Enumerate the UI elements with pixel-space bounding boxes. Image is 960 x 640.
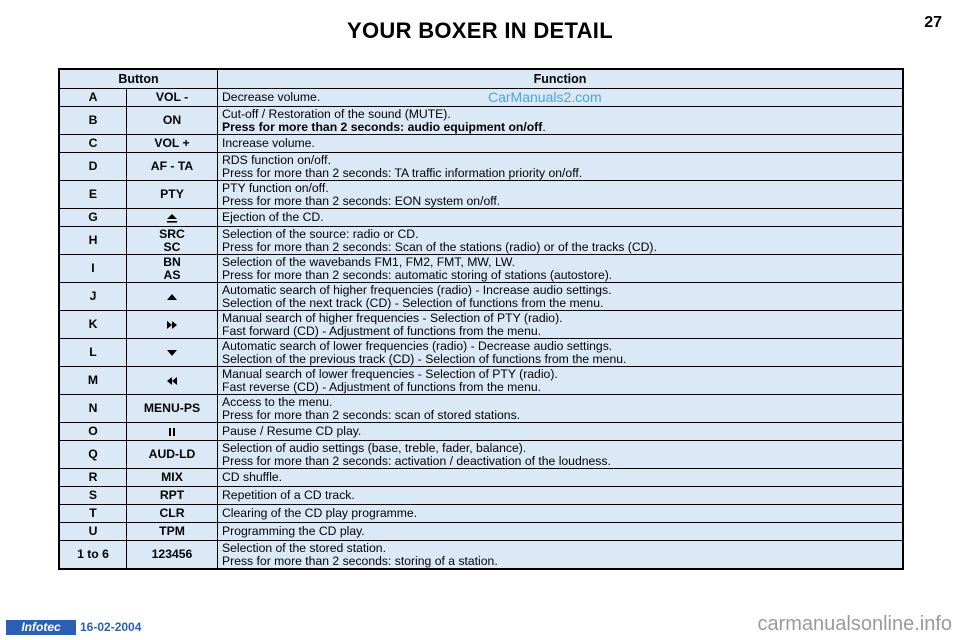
function-cell <box>218 505 904 523</box>
function-line: Fast reverse (CD) - Adjustment of functions from the menu. <box>222 379 542 394</box>
button-cell <box>127 283 218 311</box>
button-label: MIX <box>161 470 183 485</box>
table-row <box>59 311 903 339</box>
button-function-table <box>58 68 904 570</box>
function-line: Cut-off / Restoration of the sound (MUTE). <box>222 107 451 121</box>
function-line: Fast forward (CD) - Adjustment of functions from the menu. <box>222 323 542 338</box>
button-label: ON <box>162 113 182 128</box>
table-row <box>59 209 903 227</box>
table-row <box>59 487 903 505</box>
button-cell <box>127 227 218 255</box>
function-cell <box>218 283 904 311</box>
key-cell: E <box>59 181 127 209</box>
function-cell <box>218 227 904 255</box>
function-line: Automatic search of higher frequencies (radio) - Increase audio settings. <box>222 283 612 297</box>
button-label: CLR <box>159 506 185 521</box>
function-line: Press for more than 2 seconds: TA traffic information priority on/off. <box>222 165 583 180</box>
button-cell <box>127 135 218 153</box>
function-line: Manual search of higher frequencies - Selection of PTY (radio). <box>222 311 563 325</box>
function-cell <box>218 367 904 395</box>
function-line: Increase volume. <box>222 136 315 151</box>
function-line: Selection of the wavebands FM1, FM2, FMT, MW, LW. <box>222 255 516 269</box>
footer-date: 16-02-2004 <box>80 620 142 634</box>
key-cell: O <box>59 423 127 441</box>
key-cell: D <box>59 153 127 181</box>
function-line-bold: Press for more than 2 seconds: audio equipment on/off. <box>222 119 546 134</box>
key-cell: G <box>59 209 127 227</box>
button-label: TPM <box>159 524 185 539</box>
button-cell <box>127 505 218 523</box>
table-row <box>59 505 903 523</box>
function-line: Programming the CD play. <box>222 524 365 539</box>
key-cell: Q <box>59 441 127 469</box>
key-cell: S <box>59 487 127 505</box>
function-cell <box>218 469 904 487</box>
button-label: SC <box>163 239 181 254</box>
function-cell <box>218 311 904 339</box>
function-cell <box>218 181 904 209</box>
function-cell <box>218 135 904 153</box>
button-cell <box>127 209 218 227</box>
table-row <box>59 227 903 255</box>
function-cell <box>218 523 904 541</box>
button-cell <box>127 153 218 181</box>
table-row <box>59 283 903 311</box>
page-title: YOUR BOXER IN DETAIL <box>347 18 613 43</box>
key-cell: B <box>59 107 127 135</box>
function-line: PTY function on/off. <box>222 181 329 195</box>
function-cell <box>218 423 904 441</box>
function-line: Repetition of a CD track. <box>222 488 355 503</box>
button-cell <box>127 469 218 487</box>
key-cell: I <box>59 255 127 283</box>
function-line: Ejection of the CD. <box>222 210 324 225</box>
function-line: Decrease volume. <box>222 90 321 105</box>
key-cell: A <box>59 89 127 107</box>
table-row <box>59 469 903 487</box>
function-line: Press for more than 2 seconds: Scan of the stations (radio) or of the tracks (CD). <box>222 239 657 254</box>
button-label: VOL + <box>154 136 190 151</box>
table-row <box>59 135 903 153</box>
function-cell <box>218 107 904 135</box>
table-row <box>59 441 903 469</box>
button-label: RPT <box>159 488 185 503</box>
bold-text: Press for more than 2 seconds: audio equipment on/off <box>222 119 543 134</box>
function-line: Selection of the source: radio or CD. <box>222 227 419 241</box>
key-cell: J <box>59 283 127 311</box>
function-line: Selection of audio settings (base, treble, fader, balance). <box>222 441 527 455</box>
table-header-row <box>59 69 903 89</box>
table-row <box>59 395 903 423</box>
button-cell <box>127 541 218 570</box>
button-label: AF - TA <box>150 159 194 174</box>
key-cell: M <box>59 367 127 395</box>
table-row <box>59 89 903 107</box>
table-row <box>59 541 903 570</box>
footer-site: carmanualsonline.info <box>757 613 952 635</box>
eject-icon <box>165 210 179 224</box>
key-cell: C <box>59 135 127 153</box>
button-label: 123456 <box>151 547 193 562</box>
function-line: RDS function on/off. <box>222 153 331 167</box>
button-label: BN <box>163 255 181 269</box>
button-cell <box>127 423 218 441</box>
function-line: Access to the menu. <box>222 395 333 409</box>
function-cell <box>218 395 904 423</box>
function-line: Clearing of the CD play programme. <box>222 506 418 521</box>
button-cell <box>127 339 218 367</box>
button-cell <box>127 89 218 107</box>
button-label: AS <box>163 267 181 282</box>
table-row <box>59 339 903 367</box>
function-cell <box>218 441 904 469</box>
function-line: Press for more than 2 seconds: automatic storing of stations (autostore). <box>222 267 613 282</box>
fast-forward-icon <box>166 317 178 331</box>
function-line: Pause / Resume CD play. <box>222 424 362 439</box>
table-row <box>59 153 903 181</box>
table-row <box>59 107 903 135</box>
button-cell <box>127 441 218 469</box>
function-cell <box>218 339 904 367</box>
header-function: Function <box>218 69 904 89</box>
key-cell: T <box>59 505 127 523</box>
function-line: Press for more than 2 seconds: activation / deactivation of the loudness. <box>222 453 611 468</box>
watermark: CarManuals2.com <box>488 89 602 105</box>
button-cell <box>127 395 218 423</box>
function-line: Selection of the previous track (CD) - Selection of functions from the menu. <box>222 351 627 366</box>
table-row <box>59 255 903 283</box>
arrow-up-icon <box>166 289 178 303</box>
function-line: CD shuffle. <box>222 470 283 485</box>
table-row <box>59 181 903 209</box>
key-cell: L <box>59 339 127 367</box>
key-cell: N <box>59 395 127 423</box>
function-cell <box>218 255 904 283</box>
button-label: MENU-PS <box>143 401 201 416</box>
infotec-logo: Infotec <box>6 620 76 635</box>
function-cell <box>218 209 904 227</box>
function-line: Press for more than 2 seconds: storing of a station. <box>222 553 498 568</box>
page-number: 27 <box>924 14 942 31</box>
key-cell: K <box>59 311 127 339</box>
button-label: SRC <box>159 227 185 241</box>
function-line: Automatic search of lower frequencies (radio) - Decrease audio settings. <box>222 339 613 353</box>
rewind-icon <box>166 373 178 387</box>
button-cell <box>127 107 218 135</box>
table-row <box>59 523 903 541</box>
function-line: Press for more than 2 seconds: EON system on/off. <box>222 193 501 208</box>
function-line: Press for more than 2 seconds: scan of stored stations. <box>222 407 521 422</box>
key-cell: R <box>59 469 127 487</box>
key-cell: U <box>59 523 127 541</box>
pause-icon <box>167 424 177 438</box>
table-body <box>59 89 903 570</box>
function-cell <box>218 487 904 505</box>
button-label: VOL - <box>155 90 189 105</box>
function-line: Manual search of lower frequencies - Selection of PTY (radio). <box>222 367 558 381</box>
function-cell <box>218 153 904 181</box>
key-cell: H <box>59 227 127 255</box>
button-cell <box>127 487 218 505</box>
function-line: Selection of the next track (CD) - Selection of functions from the menu. <box>222 295 604 310</box>
function-cell <box>218 541 904 570</box>
key-cell: 1 to 6 <box>59 541 127 570</box>
button-cell <box>127 367 218 395</box>
table-row <box>59 367 903 395</box>
arrow-down-icon <box>166 345 178 359</box>
table-row <box>59 423 903 441</box>
button-label: AUD-LD <box>148 447 196 462</box>
button-cell <box>127 311 218 339</box>
button-cell <box>127 255 218 283</box>
function-line: Selection of the stored station. <box>222 541 386 555</box>
button-label: PTY <box>160 187 184 202</box>
header-button: Button <box>59 69 218 89</box>
button-cell <box>127 181 218 209</box>
button-cell <box>127 523 218 541</box>
